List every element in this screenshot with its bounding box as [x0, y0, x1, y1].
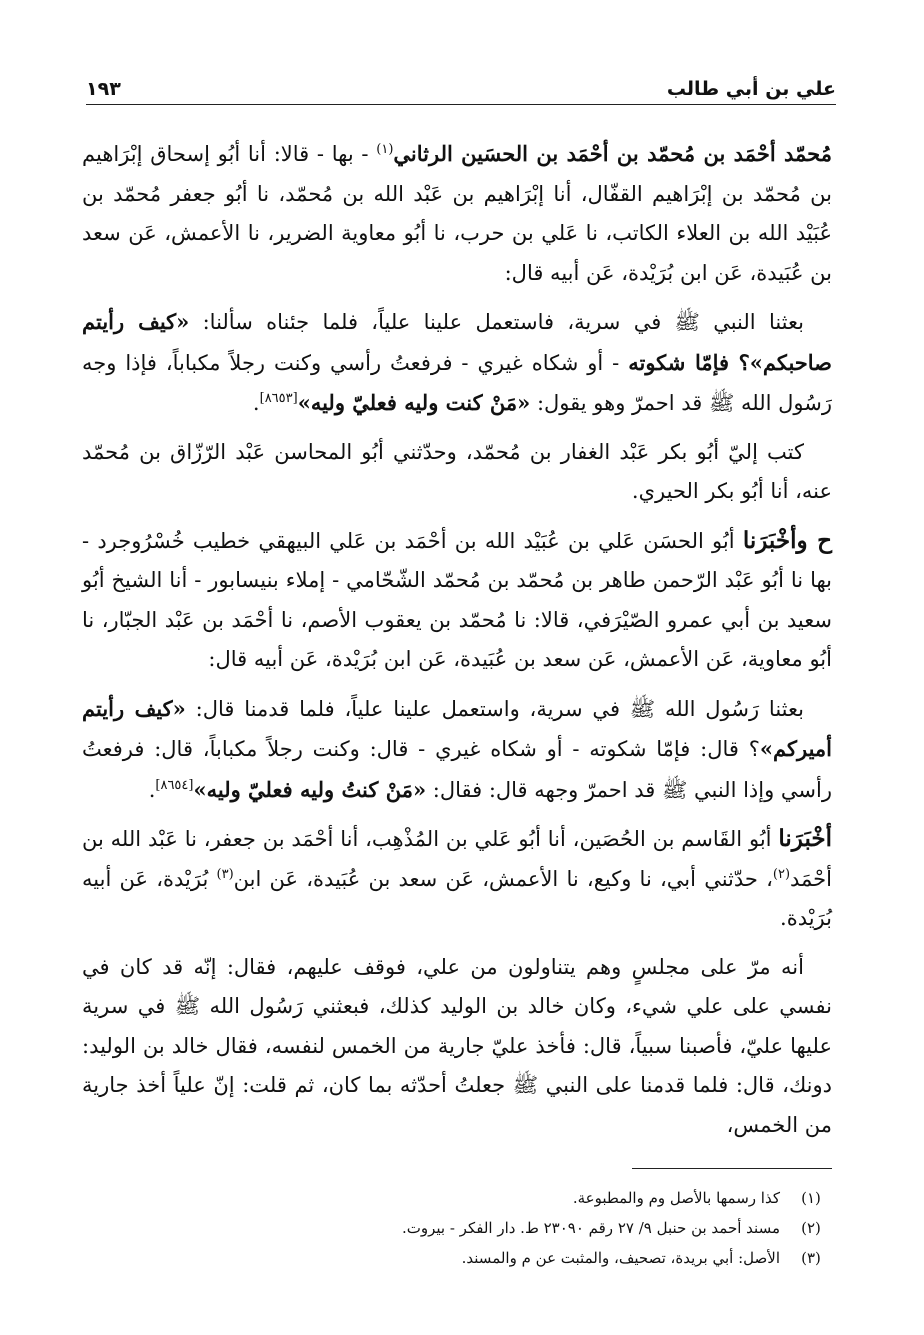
rubric-akhbarana: ح وأخْبَرَنا — [742, 526, 832, 554]
footnote-ref-3: (٣) — [216, 866, 234, 882]
paragraph-text: - بها - قالا: أنا أبُو إسحاق إبْرَاهيم بن مُحمّد بن إبْرَاهيم القفّال، أنا إبْرَاهيم بن عَبْد الله بن مُحمّد، نا أبُو جعفر مُحمّد بن عُبَيْد الله بن العلاء الكاتب، نا عَلي بن حرب، نا أبُو معاوية الضرير، نا الأعمش، عَن سعد بن عُبَيدة، عَن ابن بُرَيْدة، عَن أبيه قال: — [82, 142, 832, 285]
hadith-text: بعثنا النبي ﷺ في سرية، فاستعمل علينا علياً، فلما جئناه سألنا: — [189, 310, 804, 334]
paragraph-text: أبُو القَاسم بن الحُصَين، أنا أبُو عَلي بن المُذْهِب، أنا أحْمَد بن جعفر، نا عَبْد الله بن أحْمَد — [82, 827, 832, 891]
hadith-text: - أو شكاه غيري - فرفعتُ رأسي وكنت رجلاً مكباباً، فإذا وجه رَسُول الله ﷺ قد احمرّ وهو يقول: — [82, 350, 832, 415]
main-text — [82, 134, 832, 1154]
footnote-number: (١) — [801, 1189, 821, 1207]
footnote-text: الأصل: أبي بريدة، تصحيف، والمثبت عن م والمسند. — [461, 1249, 780, 1267]
paragraph-text: ، حدّثني أبي، نا وكيع، نا الأعمش، عَن سعد بن عُبَيدة، عَن ابن — [233, 866, 773, 891]
paragraph-lead: مُحمّد أحْمَد بن مُحمّد بن أحْمَد بن الحسَين الرثاني — [393, 141, 832, 166]
hadith-quote: «كيف رأيتم صاحبكم»؟ فإمّا شكوته — [82, 309, 832, 375]
paragraph-isnad-4 — [82, 819, 832, 939]
footnote-number: (٣) — [801, 1249, 821, 1267]
footnote-3 — [120, 1243, 828, 1273]
running-title: علي بن أبي طالب — [666, 78, 836, 100]
paragraph-text: أبُو الحسَن عَلي بن عُبَيْد الله بن أحْمَد بن عَلي البيهقي خطيب خُسْرُوجرد - بها نا أبُو عَبْد الرّحمن طاهر بن مُحمّد بن مُحمّد الشّحّامي - إملاء بنيسابور - أنا الشيخ أبُو سعيد بن أبي عمرو الصّيْرَفي، قالا: نا مُحمّد بن يعقوب الأصم، نا أحْمَد بن عَبْد الجبّار، نا أبُو معاوية، عَن الأعمش، عَن سعد بن عُبَيدة، عَن ابن بُرَيْدة، عَن أبيه قال: — [82, 528, 832, 671]
hadith-number: [٨٦٥٤] — [155, 777, 194, 793]
footnote-text: مسند أحمد بن حنبل ٩/ ٢٧ رقم ٢٣٠٩٠ ط. دار الفكر - بيروت. — [401, 1219, 780, 1237]
paragraph-isnad-3 — [82, 521, 832, 680]
hadith-number: [٨٦٥٣] — [259, 391, 298, 406]
footnote-ref-1: (١) — [376, 142, 394, 157]
footnote-ref-2: (٢) — [772, 866, 791, 882]
hadith-quote: «مَنْ كنت وليه فعليّ وليه» — [297, 390, 531, 415]
footnote-1 — [120, 1183, 828, 1213]
paragraph-text: بُرَيْدة، عَن أبيه بُرَيْدة. — [82, 866, 832, 930]
paragraph-hadith-1 — [82, 302, 832, 424]
paragraph-isnad-1 — [82, 134, 832, 293]
footnote-separator — [632, 1168, 832, 1169]
footnote-text: كذا رسمها بالأصل وم والمطبوعة. — [572, 1189, 780, 1207]
hadith-quote: «مَنْ كنتُ وليه فعليّ وليه» — [193, 776, 427, 802]
footnote-number: (٢) — [801, 1219, 821, 1237]
page-header — [86, 70, 836, 105]
hadith-text: ؟ قال: فإمّا شكوته - أو شكاه غيري - قال: وكنت رجلاً مكباباً، قال: فرفعتُ رأسي وإذا النبي ﷺ قد احمرّ وجهه قال: فقال: — [82, 737, 832, 802]
footnotes — [120, 1183, 828, 1273]
hadith-text: أنه مرّ على مجلسٍ وهم يتناولون من علي، فوقف عليهم، فقال: إنّه قد كان في نفسي على علي شيء، وكان خالد بن الوليد كذلك، فبعثني رَسُول الله ﷺ في سرية عليها عليّ، فأصبنا سبياً، قال: فأخذ عليّ جارية من الخمس لنفسه، فقال خالد بن الوليد: دونك، قال: فلما قدمنا على النبي ﷺ جعلتُ أحدّثه بما كان، ثم قلت: إنّ علياً أخذ جارية من الخمس، — [82, 954, 832, 1137]
period: . — [148, 777, 156, 802]
paragraph-text: كتب إليّ أبُو بكر عَبْد الغفار بن مُحمّد، وحدّثني أبُو المحاسن عَبْد الرّزّاق بن مُحمّد عنه، أنا أبُو بكر الحيري. — [82, 439, 832, 503]
hadith-quote: «كيف رأيتم أميركم» — [82, 695, 832, 761]
footnote-2 — [120, 1213, 828, 1243]
hadith-text: بعثنا رَسُول الله ﷺ في سرية، واستعمل علينا علياً، فلما قدمنا قال: — [185, 696, 804, 721]
period: . — [252, 391, 260, 415]
paragraph-hadith-2 — [82, 689, 832, 811]
rubric-akhbarana: أخْبَرَنا — [778, 825, 832, 852]
paragraph-hadith-3 — [82, 948, 832, 1146]
paragraph-isnad-2 — [82, 433, 832, 512]
page-number: ١٩٣ — [86, 78, 121, 100]
